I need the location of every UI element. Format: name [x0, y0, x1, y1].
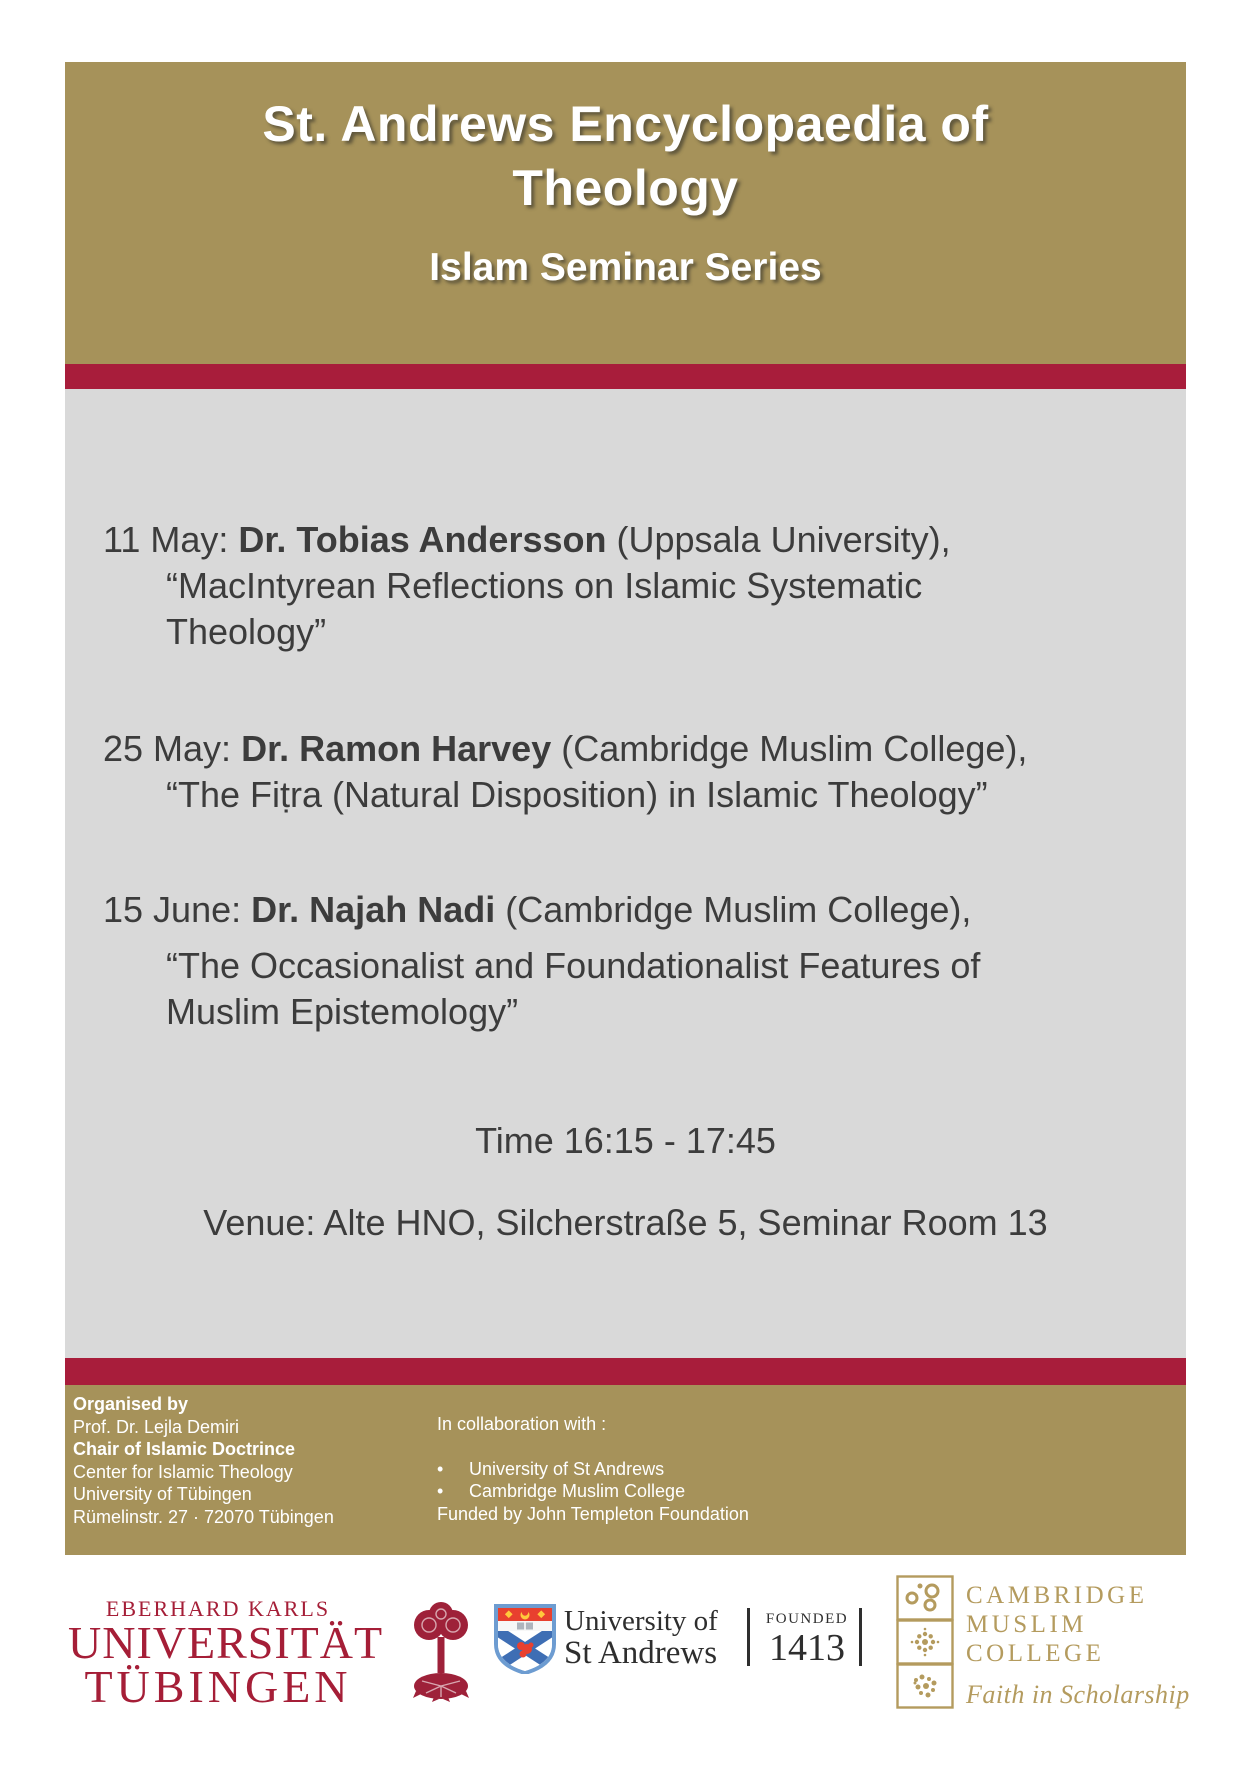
organiser-address: Rümelinstr. 27 · 72070 Tübingen — [73, 1506, 334, 1527]
list-item — [437, 1480, 749, 1503]
tuebingen-logo-line2: UNIVERSITÄT — [68, 1617, 384, 1668]
bullet-icon: • — [437, 1458, 444, 1479]
poster-footer — [65, 1385, 1186, 1555]
seminar-venue: Venue: Alte HNO, Silcherstraße 5, Seminar Room 13 — [203, 1202, 1048, 1243]
founded-label: FOUNDED — [765, 1611, 849, 1627]
seminar-time: Time 16:15 - 17:45 — [475, 1120, 776, 1161]
seminar-2-affiliation: (Cambridge Muslim College), — [561, 728, 1028, 769]
founded-year: 1413 — [769, 1627, 845, 1669]
st-andrews-logo — [564, 1606, 718, 1670]
seminar-1-title — [166, 563, 1186, 655]
st-andrews-shield-icon — [494, 1604, 556, 1674]
seminar-1-date: 11 May: — [103, 519, 229, 560]
seminar-2-title — [166, 772, 1186, 818]
seminar-item-3 — [65, 887, 1186, 1035]
seminar-1-speaker: Dr. Tobias Andersson — [238, 519, 607, 560]
seminar-3-title-line-1: “The Occasionalist and Foundationalist Features of — [166, 945, 981, 986]
organiser-name: Prof. Dr. Lejla Demiri — [73, 1416, 240, 1437]
tuebingen-logo-line1: EBERHARD KARLS — [105, 1596, 331, 1621]
seminar-item-2 — [65, 726, 1186, 818]
title-line-1: St. Andrews Encyclopaedia of — [262, 96, 989, 152]
collaboration-block — [437, 1413, 749, 1525]
divider-stripe-bottom — [65, 1358, 1186, 1385]
divider-bar — [859, 1608, 862, 1666]
bullet-icon: • — [437, 1481, 444, 1501]
seminar-1-affiliation: (Uppsala University), — [616, 519, 951, 560]
divider-bar — [747, 1608, 750, 1666]
cmc-logo-line1: CAMBRIDGE — [966, 1582, 1148, 1609]
organiser-center: Center for Islamic Theology — [73, 1461, 293, 1482]
seminar-2-speaker: Dr. Ramon Harvey — [241, 728, 552, 769]
organiser-university: University of Tübingen — [73, 1484, 252, 1504]
cmc-logo-line3: COLLEGE — [966, 1640, 1105, 1667]
seminar-3-speaker: Dr. Najah Nadi — [251, 889, 496, 930]
cmc-logo — [966, 1581, 1190, 1710]
seminar-1-title-line-2: Theology” — [166, 611, 327, 652]
seminar-3-date: 15 June: — [103, 889, 242, 930]
page-title — [65, 62, 1186, 220]
seminar-3-title-line-2: Muslim Epistemology” — [166, 991, 519, 1032]
poster-subtitle: Islam Seminar Series — [429, 246, 822, 289]
st-andrews-logo-line2: St Andrews — [564, 1635, 718, 1671]
seminar-2-heading — [103, 726, 1186, 772]
tuebingen-logo — [68, 1596, 384, 1712]
logo-row — [0, 1575, 1260, 1775]
list-item — [437, 1458, 749, 1481]
cmc-emblem-icon — [896, 1575, 954, 1709]
cmc-motto: Faith in Scholarship — [966, 1680, 1190, 1709]
collaborator-list — [437, 1458, 749, 1503]
seminar-poster — [65, 62, 1186, 1555]
seminar-2-title-line-1: “The Fiṭra (Natural Disposition) in Islamic Theology” — [166, 774, 988, 815]
tuebingen-tree-icon — [412, 1601, 470, 1703]
organiser-block — [73, 1393, 334, 1528]
seminar-item-1 — [65, 517, 1186, 655]
seminar-3-title — [166, 943, 1186, 1035]
organiser-chair: Chair of Islamic Doctrince — [73, 1439, 296, 1459]
poster-body — [65, 389, 1186, 1358]
divider-stripe-top — [65, 364, 1186, 389]
seminar-3-affiliation: (Cambridge Muslim College), — [505, 889, 972, 930]
collaboration-label: In collaboration with : — [437, 1414, 607, 1434]
collaborator-st-andrews: University of St Andrews — [469, 1458, 665, 1479]
cmc-logo-line2: MUSLIM — [966, 1611, 1088, 1638]
collaborator-cmc: Cambridge Muslim College — [469, 1481, 686, 1501]
seminar-1-heading — [103, 517, 1186, 563]
organised-by-label: Organised by — [73, 1394, 189, 1414]
funding-note: Funded by John Templeton Foundation — [437, 1503, 749, 1524]
st-andrews-logo-line1: University of — [564, 1605, 718, 1637]
seminar-1-title-line-1: “MacIntyrean Reflections on Islamic Systematic — [166, 565, 923, 606]
seminar-2-date: 25 May: — [103, 728, 232, 769]
poster-header — [65, 62, 1186, 364]
title-line-2: Theology — [512, 160, 739, 216]
tuebingen-logo-line3: TÜBINGEN — [84, 1661, 352, 1712]
seminar-3-heading — [103, 887, 1186, 933]
st-andrews-founded-badge — [757, 1611, 857, 1667]
